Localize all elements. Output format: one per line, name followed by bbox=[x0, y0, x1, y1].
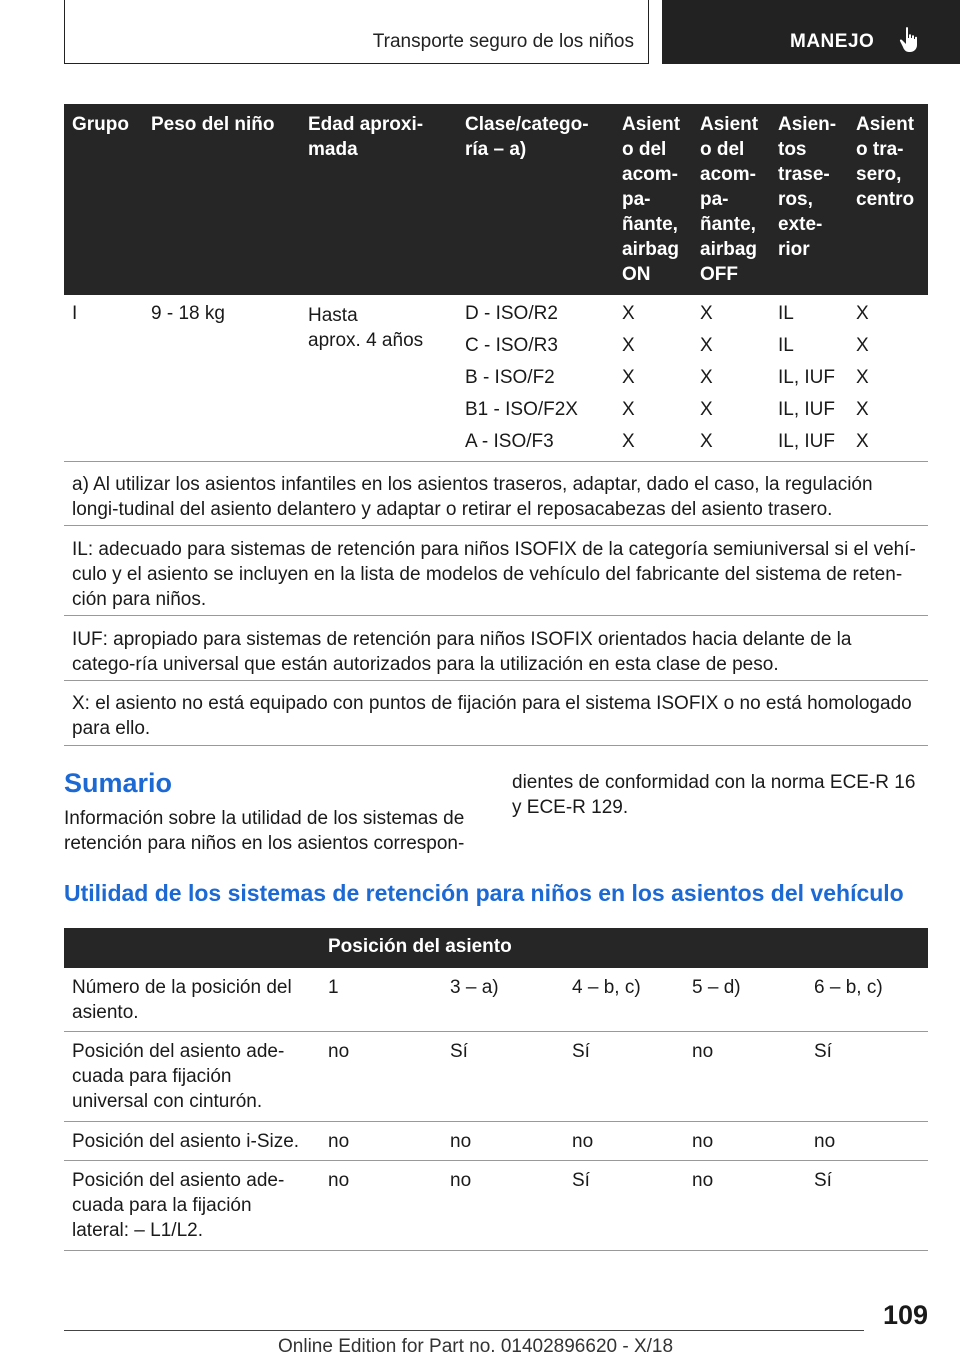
divider bbox=[64, 525, 928, 526]
divider bbox=[64, 461, 928, 462]
cell-on-list bbox=[614, 295, 692, 469]
col-trasero-centro: Asient o tra- sero, centro bbox=[848, 104, 928, 295]
table-header-row bbox=[64, 104, 928, 295]
cell-centro: X bbox=[856, 335, 869, 356]
cell-ext: IL bbox=[778, 335, 794, 356]
row-value: no bbox=[328, 1170, 350, 1191]
cell-ext-list bbox=[770, 295, 848, 469]
note-il: IL: adecuado para sistemas de retención para niños ISOFIX de la categoría semiuniversal si el vehí-culo y el asiento se incluyen en la lista de modelos de vehículo del fabricante del sistema de reten-ción para niños. bbox=[72, 539, 916, 610]
hand-pointer-icon bbox=[898, 26, 922, 54]
row-label: Número de la posición del asiento. bbox=[72, 977, 292, 1023]
chapter-title: MANEJO bbox=[790, 31, 875, 52]
divider bbox=[64, 1121, 928, 1122]
row-value: no bbox=[692, 1131, 714, 1152]
cell-off: X bbox=[700, 303, 713, 324]
row-value: 1 bbox=[328, 977, 339, 998]
table-row bbox=[64, 1129, 928, 1160]
cell-on: X bbox=[622, 335, 635, 356]
row-value: no bbox=[450, 1170, 472, 1191]
seat-position-title: Posición del asiento bbox=[328, 936, 512, 957]
row-value: no bbox=[328, 1131, 350, 1152]
row-value: no bbox=[692, 1041, 714, 1062]
cell-off: X bbox=[700, 367, 713, 388]
cell-centro: X bbox=[856, 303, 869, 324]
row-label: Posición del asiento i-Size. bbox=[72, 1131, 300, 1152]
utilidad-heading: Utilidad de los sistemas de retención para niños en los asientos del vehículo bbox=[64, 880, 904, 906]
divider bbox=[64, 1250, 928, 1251]
cell-clase: A - ISO/F3 bbox=[465, 431, 554, 452]
col-traseros-exterior: Asien- tos trase- ros, exte- rior bbox=[770, 104, 848, 295]
cell-clase: B1 - ISO/F2X bbox=[465, 399, 578, 420]
row-value: Sí bbox=[572, 1170, 590, 1191]
divider bbox=[64, 1031, 928, 1032]
row-value: no bbox=[814, 1131, 836, 1152]
cell-centro: X bbox=[856, 431, 869, 452]
cell-clase: D - ISO/R2 bbox=[465, 303, 558, 324]
chapter-tab bbox=[662, 0, 960, 64]
cell-clase-list bbox=[457, 295, 614, 469]
table-row bbox=[64, 975, 928, 1031]
row-value: no bbox=[328, 1041, 350, 1062]
cell-centro: X bbox=[856, 399, 869, 420]
note-x: X: el asiento no está equipado con puntos de fijación para el sistema ISOFIX o no está homologado para ello. bbox=[72, 693, 912, 739]
col-airbag-off: Asient o del acom- pa- ñante, airbag OFF bbox=[692, 104, 770, 295]
note-a: a) Al utilizar los asientos infantiles en los asientos traseros, adaptar, dado el caso, la regulación longi-tudinal del asiento delantero y adaptar o retirar el reposacabezas del asiento trasero. bbox=[72, 474, 873, 520]
cell-ext: IL, IUF bbox=[778, 431, 836, 452]
row-value: Sí bbox=[814, 1041, 832, 1062]
col-airbag-on: Asient o del acom- pa- ñante, airbag ON bbox=[614, 104, 692, 295]
cell-off-list bbox=[692, 295, 770, 469]
cell-on: X bbox=[622, 399, 635, 420]
divider bbox=[64, 615, 928, 616]
col-grupo: Grupo bbox=[64, 104, 143, 295]
row-value: Sí bbox=[450, 1041, 468, 1062]
cell-edad: Hasta aprox. 4 años bbox=[308, 305, 424, 351]
row-value: no bbox=[450, 1131, 472, 1152]
table-row bbox=[64, 1039, 928, 1121]
cell-off: X bbox=[700, 399, 713, 420]
divider bbox=[64, 1160, 928, 1161]
note-iuf: IUF: apropiado para sistemas de retención para niños ISOFIX orientados hacia delante de la catego-ría universal que están autorizados para la utilización en esta clase de peso. bbox=[72, 629, 852, 675]
row-value: Sí bbox=[814, 1170, 832, 1191]
row-label: Posición del asiento ade-cuada para la fijación lateral: – L1/L2. bbox=[72, 1170, 285, 1241]
cell-clase: C - ISO/R3 bbox=[465, 335, 558, 356]
edition-text: Online Edition for Part no. 01402896620 - X/18 bbox=[278, 1336, 674, 1357]
cell-off: X bbox=[700, 335, 713, 356]
row-value: 4 – b, c) bbox=[572, 977, 641, 998]
seat-position-header bbox=[64, 928, 928, 968]
cell-on: X bbox=[622, 303, 635, 324]
row-value: no bbox=[572, 1131, 594, 1152]
page-number: 109 bbox=[882, 1300, 928, 1330]
cell-peso: 9 - 18 kg bbox=[151, 303, 225, 324]
divider bbox=[64, 680, 928, 681]
section-tab bbox=[64, 0, 649, 64]
cell-on: X bbox=[622, 431, 635, 452]
sumario-text-col2: dientes de conformidad con la norma ECE-R 16 y ECE-R 129. bbox=[512, 772, 916, 818]
footer-divider bbox=[64, 1330, 864, 1331]
row-value: no bbox=[692, 1170, 714, 1191]
cell-clase: B - ISO/F2 bbox=[465, 367, 555, 388]
cell-on: X bbox=[622, 367, 635, 388]
cell-grupo: I bbox=[72, 303, 78, 324]
cell-off: X bbox=[700, 431, 713, 452]
sumario-text-col1: Información sobre la utilidad de los sistemas de retención para niños en los asientos correspon- bbox=[64, 808, 465, 854]
page-header bbox=[0, 0, 960, 66]
row-label: Posición del asiento ade-cuada para fijación universal con cinturón. bbox=[72, 1041, 285, 1112]
table-row bbox=[64, 295, 928, 469]
table-row bbox=[64, 1168, 928, 1250]
sumario-heading: Sumario bbox=[64, 768, 173, 798]
row-value: 3 – a) bbox=[450, 977, 499, 998]
cell-centro: X bbox=[856, 367, 869, 388]
row-value: Sí bbox=[572, 1041, 590, 1062]
row-value: 5 – d) bbox=[692, 977, 741, 998]
cell-ext: IL bbox=[778, 303, 794, 324]
cell-ext: IL, IUF bbox=[778, 399, 836, 420]
cell-centro-list bbox=[848, 295, 928, 469]
divider bbox=[64, 745, 928, 746]
col-clase: Clase/catego- ría – a) bbox=[457, 104, 614, 295]
col-peso: Peso del niño bbox=[143, 104, 300, 295]
isofix-table bbox=[64, 104, 928, 469]
row-value: 6 – b, c) bbox=[814, 977, 883, 998]
col-edad: Edad aproxi- mada bbox=[300, 104, 457, 295]
section-title-header: Transporte seguro de los niños bbox=[372, 31, 634, 52]
cell-ext: IL, IUF bbox=[778, 367, 836, 388]
